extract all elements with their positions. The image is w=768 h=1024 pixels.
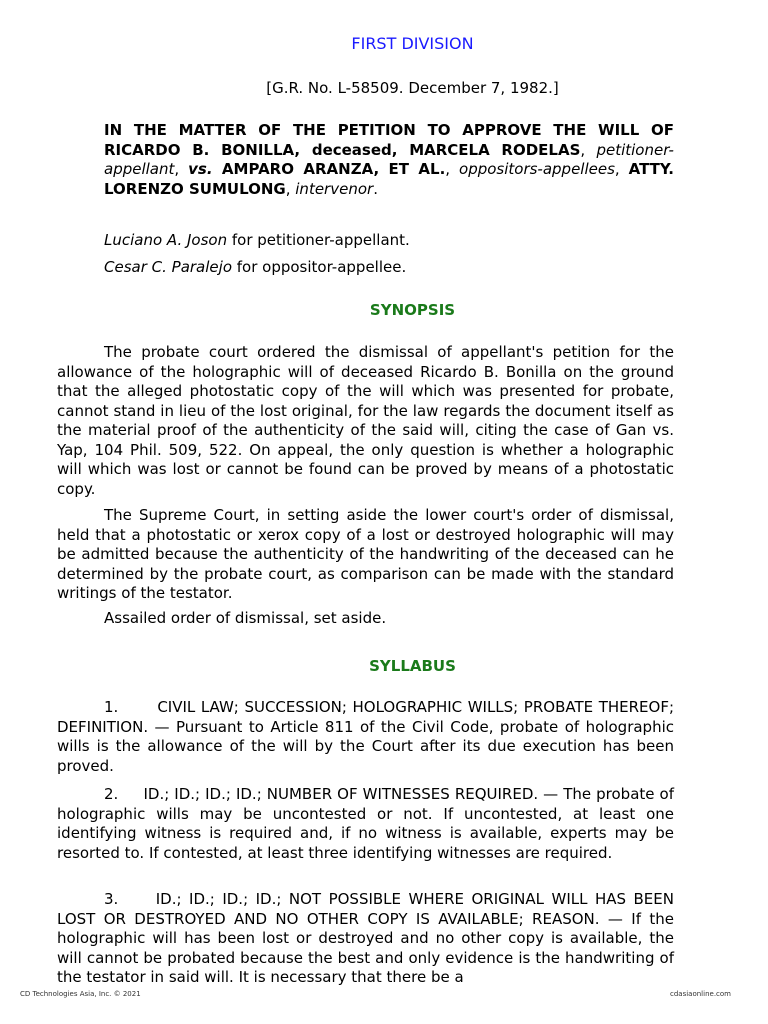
syllabus-paragraph: 2. ID.; ID.; ID.; ID.; NUMBER OF WITNESSES REQUIRED. — The probate of holographic wills may be uncontested or not. If uncontested, at least one identifying witness is required and, if no witness is available, experts may be resorted to. If contested, at least three identifying witnesses are required. — [57, 785, 674, 862]
syllabus-title: SYLLABUS — [369, 657, 456, 675]
caption-title: IN THE MATTER OF THE PETITION TO APPROVE THE WILL OF RICARDO B. BONILLA, deceased, MARCELA RODELAS — [104, 121, 674, 159]
caption-end: . — [373, 179, 378, 198]
counsel-name: Luciano A. Joson — [104, 231, 228, 249]
caption-intervenor-role: intervenor — [295, 179, 374, 198]
caption-oppositors: AMPARO ARANZA, ET AL. — [212, 160, 446, 178]
case-number: [G.R. No. L-58509. December 7, 1982.] — [266, 79, 559, 97]
counsel-role: for petitioner-appellant. — [227, 231, 410, 249]
caption-sep: , — [445, 160, 460, 178]
footer-copyright: CD Technologies Asia, Inc. © 2021 — [20, 990, 141, 998]
caption-petitioner-role: petitioner-appellant — [104, 140, 674, 178]
synopsis-title: SYNOPSIS — [369, 301, 456, 319]
footer-site: cdasiaonline.com — [670, 990, 731, 998]
synopsis-paragraph: The probate court ordered the dismissal of appellant's petition for the allowance of the holographic will of deceased Ricardo B. Bonilla on the ground that the alleged photostatic copy of the will which was presented for probate, cannot stand in lieu of the lost original, for the law regards the document itself as the material proof of the authenticity of the said will, citing the case of Gan vs. Yap, 104 Phil. 509, 522. On appeal, the only question is whether a holographic will which was lost or cannot be found can be proved by means of a photostatic copy. — [57, 343, 674, 498]
synopsis-paragraph: The Supreme Court, in setting aside the lower court's order of dismissal, held that a photostatic or xerox copy of a lost or destroyed holographic will may be admitted because the authenticity of the handwriting of the deceased can he determined by the probate court, as comparison can be made with the standard writings of the testator. — [57, 506, 674, 602]
caption-intervenor: ATTY. LORENZO SUMULONG — [104, 160, 674, 198]
caption-sep: , — [580, 140, 597, 159]
counsel-line — [104, 227, 410, 254]
synopsis-paragraph: Assailed order of dismissal, set aside. — [104, 609, 387, 627]
counsel-role: for oppositor-appellee. — [232, 258, 407, 276]
counsel-line — [104, 254, 410, 281]
caption-sep: , — [174, 160, 189, 178]
caption-sep: , — [285, 179, 296, 198]
caption-versus: vs. — [188, 160, 213, 178]
counsel-list — [104, 227, 410, 281]
division-heading: FIRST DIVISION — [351, 34, 474, 53]
caption-sep: , — [614, 160, 629, 178]
caption-oppositors-role: oppositors-appellees — [459, 160, 615, 178]
syllabus-paragraph: 1. CIVIL LAW; SUCCESSION; HOLOGRAPHIC WILLS; PROBATE THEREOF; DEFINITION. — Pursuant to Article 811 of the Civil Code, probate of holographic wills is the allowance of the will by the Court after its due execution has been proved. — [57, 698, 674, 775]
syllabus-paragraph: 3. ID.; ID.; ID.; ID.; NOT POSSIBLE WHERE ORIGINAL WILL HAS BEEN LOST OR DESTROYED AND NO OTHER COPY IS AVAILABLE; REASON. — If the holographic will has been lost or destroyed and no other copy is available, the will cannot be probated because the best and only evidence is the handwriting of the testator in said will. It is necessary that there be a — [57, 890, 674, 986]
case-caption — [104, 121, 674, 199]
counsel-name: Cesar C. Paralejo — [104, 258, 232, 276]
